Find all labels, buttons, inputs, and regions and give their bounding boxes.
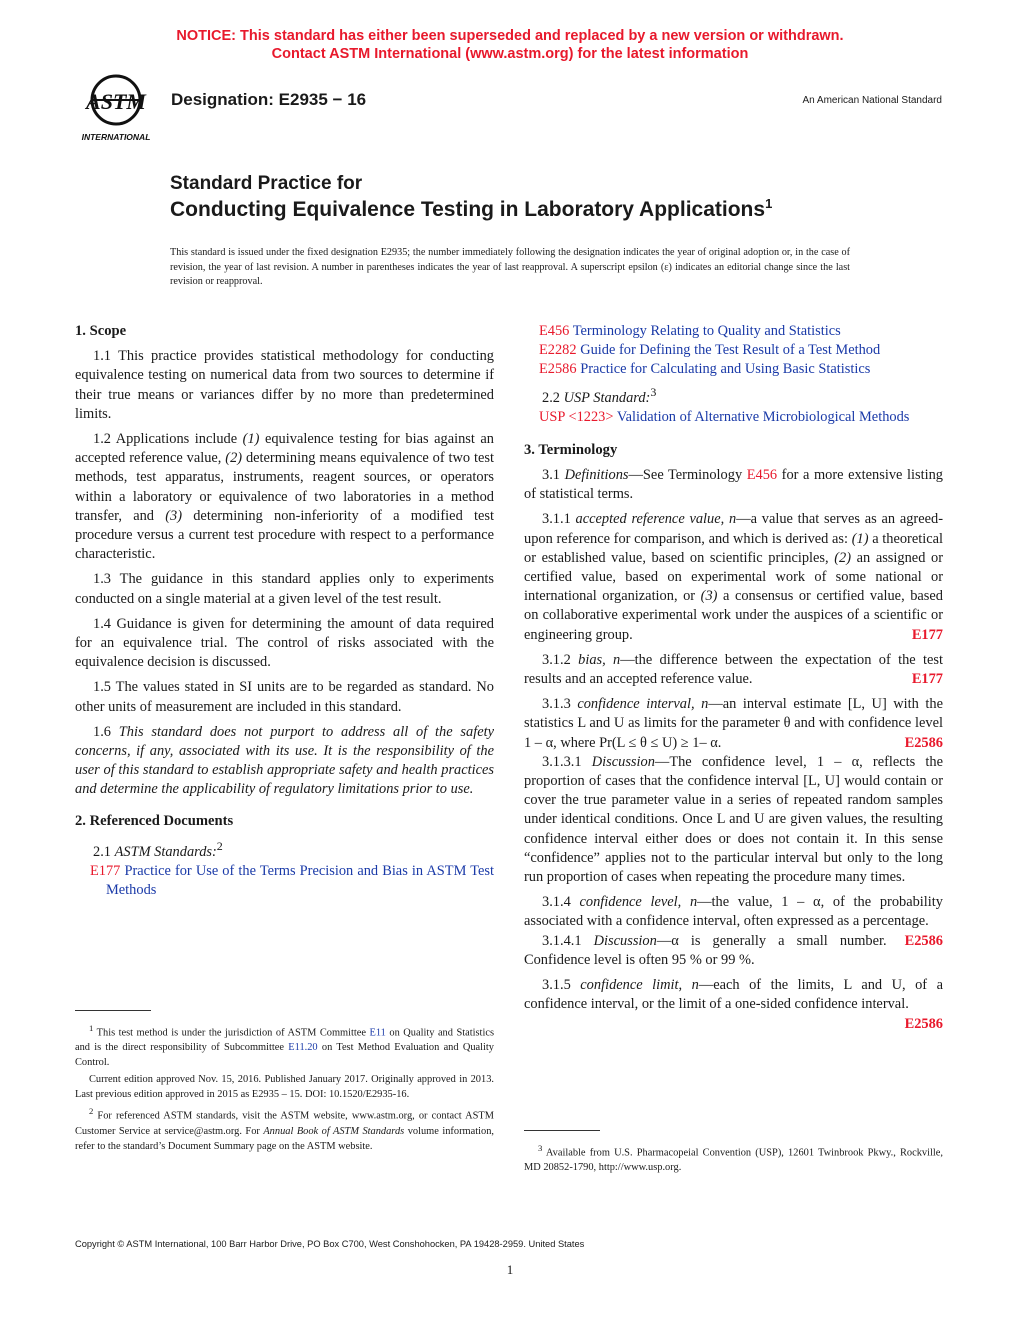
- text: 1.2 Applications include: [93, 431, 243, 448]
- para-1-1: 1.1 This practice provides statistical methodology for conducting equivalence testing on numerical data from two sources to determine if their true means or variances differ by no more than predetermined limits.: [75, 348, 494, 422]
- text: —The confidence level, 1 – α, reflects the proportion of cases that the confidence interval [L, U] would contain or cover the true parameter value in a series of repeated random samples under identical conditions. Once L and U are given values, the resulting confidence interval either does or does not contain it. In this sense “confidence” applies not to the particular interval but only to the long run proportion of cases when repeating the procedure many times.: [524, 753, 943, 886]
- ref-code[interactable]: E2586: [539, 361, 577, 378]
- title-line-2: [170, 196, 772, 222]
- footnote-rule-right: [524, 1130, 600, 1131]
- terminology-heading: 3. Terminology: [524, 441, 618, 458]
- para-3-1: [524, 466, 943, 504]
- safety-caveat: This standard does not purport to address all of the safety concerns, if any, associated with its use. It is the responsibility of the user of this standard to establish appropriate safety and health practices and determine the applicability of regulatory limitations prior to use.: [75, 723, 494, 798]
- label: Discussion: [593, 932, 657, 949]
- term: accepted reference value, n: [575, 511, 737, 528]
- footnote-rule-left: [75, 1010, 151, 1011]
- enum: (1): [851, 530, 869, 547]
- title-footnote-mark: 1: [765, 196, 773, 211]
- page-number: 1: [506, 1262, 514, 1277]
- para-1-6: [75, 723, 494, 800]
- footnote-1-edition: Current edition approved Nov. 15, 2016. Published January 2017. Originally approved in 2013. Last previous edition approved in 2015 as E2935 – 15. DOI: 10.1520/E2935-16.: [75, 1074, 494, 1101]
- designation: Designation: E2935 − 16: [171, 90, 367, 109]
- footnote-mark: 2: [216, 838, 223, 853]
- para-1-3: 1.3 The guidance in this standard applies only to experiments conducted on a single material at a given level of the test result.: [75, 571, 494, 607]
- notice-line-2: Contact ASTM International (www.astm.org) for the latest information: [271, 46, 749, 62]
- text: on Quality and Statistics and is the direct responsibility of Subcommittee: [75, 1027, 494, 1054]
- ref-e456[interactable]: [524, 322, 943, 341]
- ref-code[interactable]: E456: [539, 323, 570, 339]
- para-3-1-3: [524, 695, 943, 753]
- para-1-5: 1.5 The values stated in SI units are to be regarded as standard. No other units of measurement are included in this standard.: [75, 679, 494, 715]
- text: a theoretical or established value, based on scientific principles,: [524, 530, 943, 566]
- book-title: Annual Book of ASTM Standards: [263, 1125, 405, 1137]
- term: bias, n: [578, 651, 621, 668]
- text: —See Terminology: [628, 467, 747, 484]
- para-2-2: [524, 383, 943, 408]
- footnote-mark: 3: [538, 1143, 543, 1153]
- term: confidence level, n: [579, 894, 698, 911]
- notice-line-1: NOTICE: This standard has either been superseded and replaced by a new version or withdrawn.: [176, 28, 844, 44]
- text: —the difference between the expectation of the test results and an accepted reference value.: [524, 651, 943, 688]
- enum: (3): [700, 588, 718, 605]
- para-1-4: 1.4 Guidance is given for determining the amount of data required for an equivalence trial. The control of risks associated with the equivalence decision is discussed.: [75, 615, 494, 671]
- text: For referenced ASTM standards, visit the ASTM website, www.astm.org, or contact ASTM Customer Service at service@astm.org. For: [75, 1110, 494, 1137]
- text: —a value that serves as an agreed-upon reference for comparison, and which is derived as:: [524, 511, 943, 547]
- footnotes-right: [524, 1141, 943, 1177]
- footnote-mark: 3: [650, 384, 657, 399]
- ref-link[interactable]: E456: [746, 467, 778, 484]
- para-number: 3.1.4: [542, 894, 580, 911]
- term: confidence limit, n: [580, 977, 699, 994]
- scope-heading: 1. Scope: [75, 323, 127, 339]
- text: on Test Method Evaluation and Quality Control.: [75, 1042, 494, 1069]
- ref-e2586[interactable]: [524, 360, 943, 379]
- para-number: 3.1: [542, 467, 565, 484]
- text: determining means equivalence of two test methods, test apparatus, instruments, reagent sources, or operators within a laboratory or equivalence of two laboratories in a method transfer, and: [75, 450, 494, 524]
- logo-text: ASTM: [86, 89, 146, 114]
- label: Definitions: [564, 467, 629, 484]
- para-number: 2.1: [93, 843, 115, 860]
- ref-title-link[interactable]: Terminology Relating to Quality and Statistics: [572, 323, 841, 339]
- ref-title-link[interactable]: Guide for Defining the Test Result of a Test Method: [580, 342, 881, 359]
- logo-sub: INTERNATIONAL: [81, 132, 151, 142]
- text: —each of the limits, L and U, of a confidence interval, or the limit of a one-sided confidence interval.: [524, 977, 943, 1013]
- title-main: Conducting Equivalence Testing in Laboratory Applications: [170, 198, 766, 221]
- source-citation[interactable]: E2586: [904, 734, 943, 751]
- para-number: 3.1.5: [542, 977, 581, 994]
- footnotes-left: [75, 1021, 494, 1156]
- ref-code[interactable]: E2282: [539, 342, 577, 359]
- footnote-2: [75, 1104, 494, 1153]
- text: —the value, 1 – α, of the probability associated with a confidence interval, often expressed as a percentage.: [524, 894, 943, 930]
- source-citation[interactable]: E2586: [904, 932, 943, 949]
- ref-e177[interactable]: [75, 862, 494, 900]
- subcommittee-link[interactable]: E11.20: [288, 1042, 318, 1054]
- source-citation[interactable]: E2586: [904, 1015, 943, 1032]
- text: —α is generally a small number. Confidence level is often 95 % or 99 %.: [524, 932, 887, 968]
- footnote-3: [524, 1141, 943, 1175]
- label: ASTM Standards:: [114, 843, 217, 860]
- american-national-standard: An American National Standard: [802, 95, 942, 106]
- para-number: 3.1.3: [542, 696, 578, 713]
- para-3-1-5: [524, 976, 943, 1032]
- copyright-line: Copyright © ASTM International, 100 Barr Harbor Drive, PO Box C700, West Conshohocken, PA 19428-2959. United States: [75, 1239, 585, 1249]
- enum: (1): [242, 431, 260, 448]
- right-column: [524, 322, 943, 1034]
- text: an assigned or certified value, based on experimental work of some national or international organization, or: [524, 549, 943, 605]
- ref-e2282[interactable]: [524, 341, 943, 360]
- notice-banner: [0, 27, 1020, 63]
- ref-title-link[interactable]: Validation of Alternative Microbiological Methods: [616, 408, 910, 425]
- label: Discussion: [591, 753, 655, 770]
- committee-link[interactable]: E11: [369, 1027, 386, 1039]
- para-number: 3.1.4.1: [542, 932, 594, 949]
- ref-code[interactable]: USP <1223>: [539, 408, 614, 425]
- title-line-1: Standard Practice for: [170, 173, 363, 194]
- issued-note: This standard is issued under the fixed designation E2935; the number immediately following the designation indicates the year of original adoption or, in the case of revision, the year of last revision. A number in parentheses indicates the year of last reapproval. A superscript epsilon (ε) indicates an editorial change since the last revision or reapproval.: [170, 247, 850, 287]
- text: a consensus or certified value, based on collaborative experimental work under the auspices of a scientific or engineering group.: [524, 588, 943, 643]
- para-2-1: [75, 837, 494, 862]
- ref-usp-1223[interactable]: [524, 408, 943, 427]
- para-3-1-3-1: [524, 753, 943, 887]
- text: Available from U.S. Pharmacopeial Convention (USP), 12601 Twinbrook Pkwy., Rockville, MD 20852-1790, http://www.usp.org.: [524, 1147, 943, 1174]
- left-column: [75, 322, 494, 900]
- ref-code[interactable]: E177: [90, 862, 121, 879]
- source-citation[interactable]: E177: [911, 626, 943, 643]
- para-1-2: [75, 430, 494, 564]
- text: This test method is under the jurisdiction of ASTM Committee: [93, 1027, 370, 1039]
- para-number: 3.1.3.1: [542, 753, 592, 770]
- ref-title-link[interactable]: Practice for Calculating and Using Basic Statistics: [580, 361, 871, 378]
- astm-logo: [70, 72, 162, 144]
- enum: (2): [225, 450, 243, 467]
- para-number: 3.1.1: [542, 511, 576, 528]
- term: confidence interval, n: [577, 696, 709, 713]
- para-3-1-2: [524, 651, 943, 689]
- text: volume information, refer to the standard’s Document Summary page on the ASTM website.: [75, 1125, 494, 1152]
- ref-title-link[interactable]: Practice for Use of the Terms Precision and Bias in ASTM Test Methods: [106, 862, 494, 899]
- enum: (3): [165, 507, 182, 524]
- source-citation[interactable]: E177: [911, 671, 943, 688]
- text: equivalence testing for bias against an accepted reference value,: [75, 431, 494, 467]
- label: USP Standard:: [563, 389, 651, 406]
- enum: (2): [834, 549, 852, 566]
- para-number: 3.1.2: [542, 651, 579, 668]
- footnote-1: [75, 1021, 494, 1070]
- refdocs-heading: 2. Referenced Documents: [75, 812, 234, 829]
- para-number: 2.2: [542, 389, 564, 406]
- footnote-mark: 1: [89, 1023, 94, 1033]
- text: determining non-inferiority of a modified test procedure versus a current test procedure with respect to a performance characteristic.: [75, 507, 494, 563]
- footnote-mark: 2: [89, 1106, 94, 1117]
- para-3-1-4-1: [524, 932, 943, 970]
- text: for a more extensive listing of statistical terms.: [524, 467, 943, 503]
- para-3-1-1: [524, 510, 943, 644]
- para-number: 1.6: [93, 723, 119, 740]
- text: —an interval estimate [L, U] with the statistics L and U as limits for the parameter θ and with confidence level 1 – α, where Pr(L ≤ θ ≤ U) ≥ 1– α.: [524, 696, 943, 751]
